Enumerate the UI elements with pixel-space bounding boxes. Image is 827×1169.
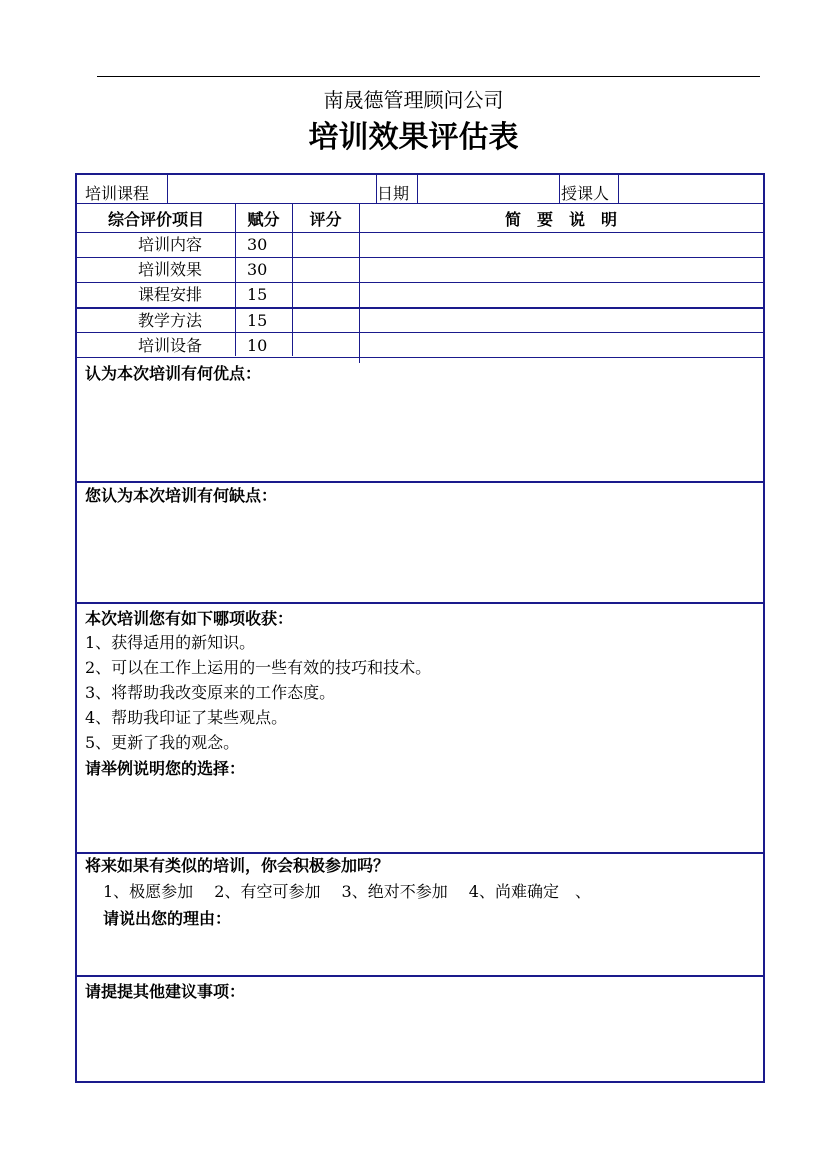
future-reason-answer[interactable] — [85, 932, 755, 972]
row-divider — [77, 203, 763, 204]
divider — [559, 175, 560, 203]
item-weight: 15 — [247, 285, 268, 304]
header-item: 综合评价项目 — [107, 210, 204, 229]
notes-input[interactable] — [361, 284, 761, 306]
date-field[interactable] — [419, 177, 557, 201]
item-weight: 30 — [247, 235, 268, 254]
header-notes: 简 要 说 明 — [504, 210, 617, 229]
divider — [417, 175, 418, 203]
gain-option: 2、可以在工作上运用的一些有效的技巧和技术。 — [85, 658, 432, 677]
notes-input[interactable] — [361, 234, 761, 256]
score-input[interactable] — [294, 284, 357, 306]
notes-input[interactable] — [361, 310, 761, 332]
section-divider — [77, 852, 763, 854]
gain-option: 5、更新了我的观念。 — [85, 733, 240, 752]
header-score: 评分 — [309, 210, 342, 229]
gain-option: 1、获得适用的新知识。 — [85, 633, 256, 652]
suggest-label: 请提提其他建议事项： — [85, 982, 246, 1001]
lecturer-label: 授课人 — [561, 184, 610, 203]
company-name: 南晟德管理顾问公司 — [323, 88, 504, 112]
cons-label: 您认为本次培训有何缺点： — [85, 486, 278, 505]
row-divider — [77, 357, 763, 358]
item-label: 培训效果 — [137, 260, 202, 279]
lecturer-field[interactable] — [620, 177, 760, 201]
divider — [618, 175, 619, 203]
col-divider — [292, 203, 293, 356]
header-weight: 赋分 — [247, 210, 280, 229]
form-title: 培训效果评估表 — [308, 120, 519, 155]
item-label: 培训设备 — [137, 336, 202, 355]
future-reason-label: 请说出您的理由： — [103, 909, 232, 928]
item-label: 教学方法 — [137, 311, 202, 330]
item-weight: 15 — [247, 311, 268, 330]
future-label: 将来如果有类似的培训，你会积极参加吗？ — [85, 856, 390, 875]
header-rule — [97, 76, 760, 77]
section-divider — [77, 602, 763, 604]
item-weight: 30 — [247, 260, 268, 279]
row-divider — [77, 332, 763, 333]
score-input[interactable] — [294, 259, 357, 281]
gains-example-answer[interactable] — [85, 782, 755, 850]
item-weight: 10 — [247, 336, 268, 355]
future-options: 1、极愿参加 2、有空可参加 3、绝对不参加 4、尚难确定 、 — [103, 882, 591, 901]
gain-option: 3、将帮助我改变原来的工作态度。 — [85, 683, 336, 702]
row-divider — [77, 257, 763, 258]
notes-input[interactable] — [361, 259, 761, 281]
date-label: 日期 — [377, 184, 410, 203]
gains-example-label: 请举例说明您的选择： — [85, 759, 246, 778]
section-divider — [77, 481, 763, 483]
col-divider — [359, 203, 360, 363]
divider — [167, 175, 168, 203]
score-input[interactable] — [294, 234, 357, 256]
row-divider — [77, 232, 763, 233]
course-label: 培训课程 — [85, 184, 150, 203]
gain-option: 4、帮助我印证了某些观点。 — [85, 708, 288, 727]
notes-input[interactable] — [361, 335, 761, 355]
score-input[interactable] — [294, 335, 357, 355]
pros-answer[interactable] — [85, 387, 755, 479]
section-divider — [77, 975, 763, 977]
cons-answer[interactable] — [85, 509, 755, 601]
pros-label: 认为本次培训有何优点： — [85, 364, 262, 383]
item-label: 课程安排 — [137, 285, 202, 304]
row-divider — [77, 307, 763, 309]
gains-label: 本次培训您有如下哪项收获： — [85, 609, 294, 628]
score-input[interactable] — [294, 310, 357, 332]
row-divider — [77, 282, 763, 283]
course-field[interactable] — [169, 177, 374, 201]
item-label: 培训内容 — [137, 235, 202, 254]
evaluation-form — [75, 173, 765, 1083]
suggest-answer[interactable] — [85, 1005, 755, 1077]
